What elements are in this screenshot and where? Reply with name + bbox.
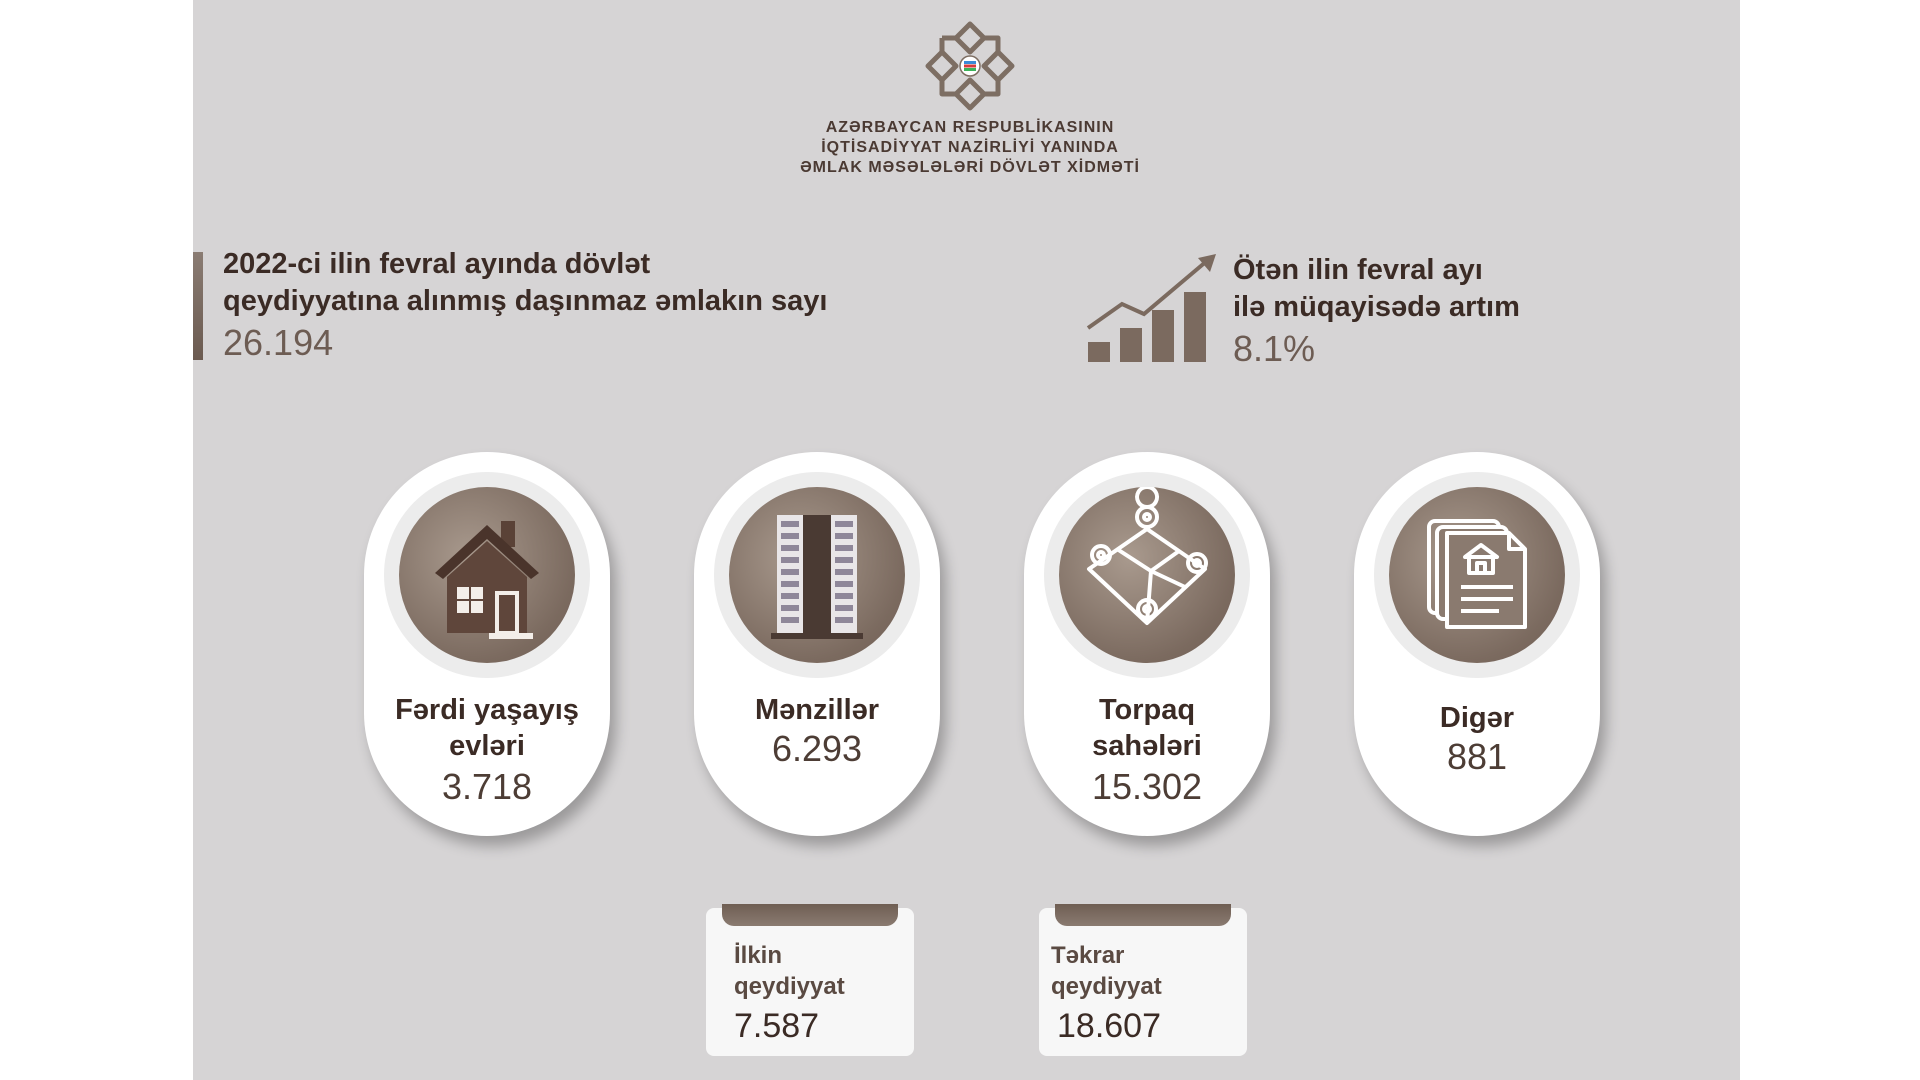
category-label (364, 692, 610, 764)
category-card-apartments (694, 452, 940, 836)
card-tab (722, 904, 898, 926)
registration-label-line: İlkin (734, 942, 783, 969)
category-label-line: evləri (449, 730, 525, 762)
registration-label-line: qeydiyyat (1051, 973, 1162, 1000)
land-plot-map-icon (1059, 487, 1235, 663)
registration-value: 7.587 (734, 1007, 820, 1045)
org-line: AZƏRBAYCAN RESPUBLİKASININ (825, 119, 1115, 136)
registration-card-repeat (1039, 908, 1247, 1056)
category-value: 15.302 (1091, 766, 1203, 807)
registration-label-line: Təkrar (1051, 942, 1125, 969)
registration-label (734, 940, 904, 1002)
growth-stat-title-line: ilə müqayisədə artım (1233, 291, 1520, 323)
total-stat-value: 26.194 (223, 322, 334, 363)
category-label (1354, 700, 1600, 736)
category-label-line: Torpaq (1098, 694, 1196, 726)
growth-chart-icon (1086, 252, 1221, 364)
registration-label-line: qeydiyyat (734, 973, 845, 1000)
category-label-line: Digər (1439, 702, 1515, 734)
category-value: 6.293 (771, 728, 863, 769)
total-stat-title-line: qeydiyyatına alınmış daşınmaz əmlakın sayı (223, 285, 828, 317)
apartment-building-icon (729, 487, 905, 663)
registration-card-initial (706, 908, 914, 1056)
category-label-line: sahələri (1092, 730, 1202, 762)
registration-value: 18.607 (1057, 1007, 1161, 1045)
total-stat-title-line: 2022-ci ilin fevral ayında dövlət (223, 248, 651, 280)
infographic-board (193, 0, 1740, 1080)
category-label-line: Fərdi yaşayış (395, 694, 579, 726)
house-icon (399, 487, 575, 663)
category-value: 3.718 (441, 766, 533, 807)
card-tab (1055, 904, 1231, 926)
documents-icon (1389, 487, 1565, 663)
registration-label (1051, 940, 1221, 1002)
category-label-line: Mənzillər (754, 694, 880, 726)
state-service-emblem-icon (922, 18, 1018, 114)
stat-accent-bar (193, 252, 203, 360)
category-label (1024, 692, 1270, 764)
organization-name (753, 118, 1187, 178)
category-card-individual-houses (364, 452, 610, 836)
org-line: ƏMLAK MƏSƏLƏLƏRİ DÖVLƏT XİDMƏTİ (800, 159, 1140, 176)
growth-stat-value: 8.1% (1233, 328, 1316, 369)
category-label (694, 692, 940, 728)
category-value: 881 (1446, 736, 1508, 777)
category-card-other (1354, 452, 1600, 836)
category-card-land-plots (1024, 452, 1270, 836)
growth-stat-title (1233, 252, 1703, 326)
growth-stat-title-line: Ötən ilin fevral ayı (1233, 254, 1483, 286)
growth-stat (1233, 252, 1703, 370)
org-line: İQTİSADİYYAT NAZİRLİYİ YANINDA (821, 139, 1119, 156)
total-registered-stat (223, 246, 1083, 364)
total-stat-title (223, 246, 1083, 320)
